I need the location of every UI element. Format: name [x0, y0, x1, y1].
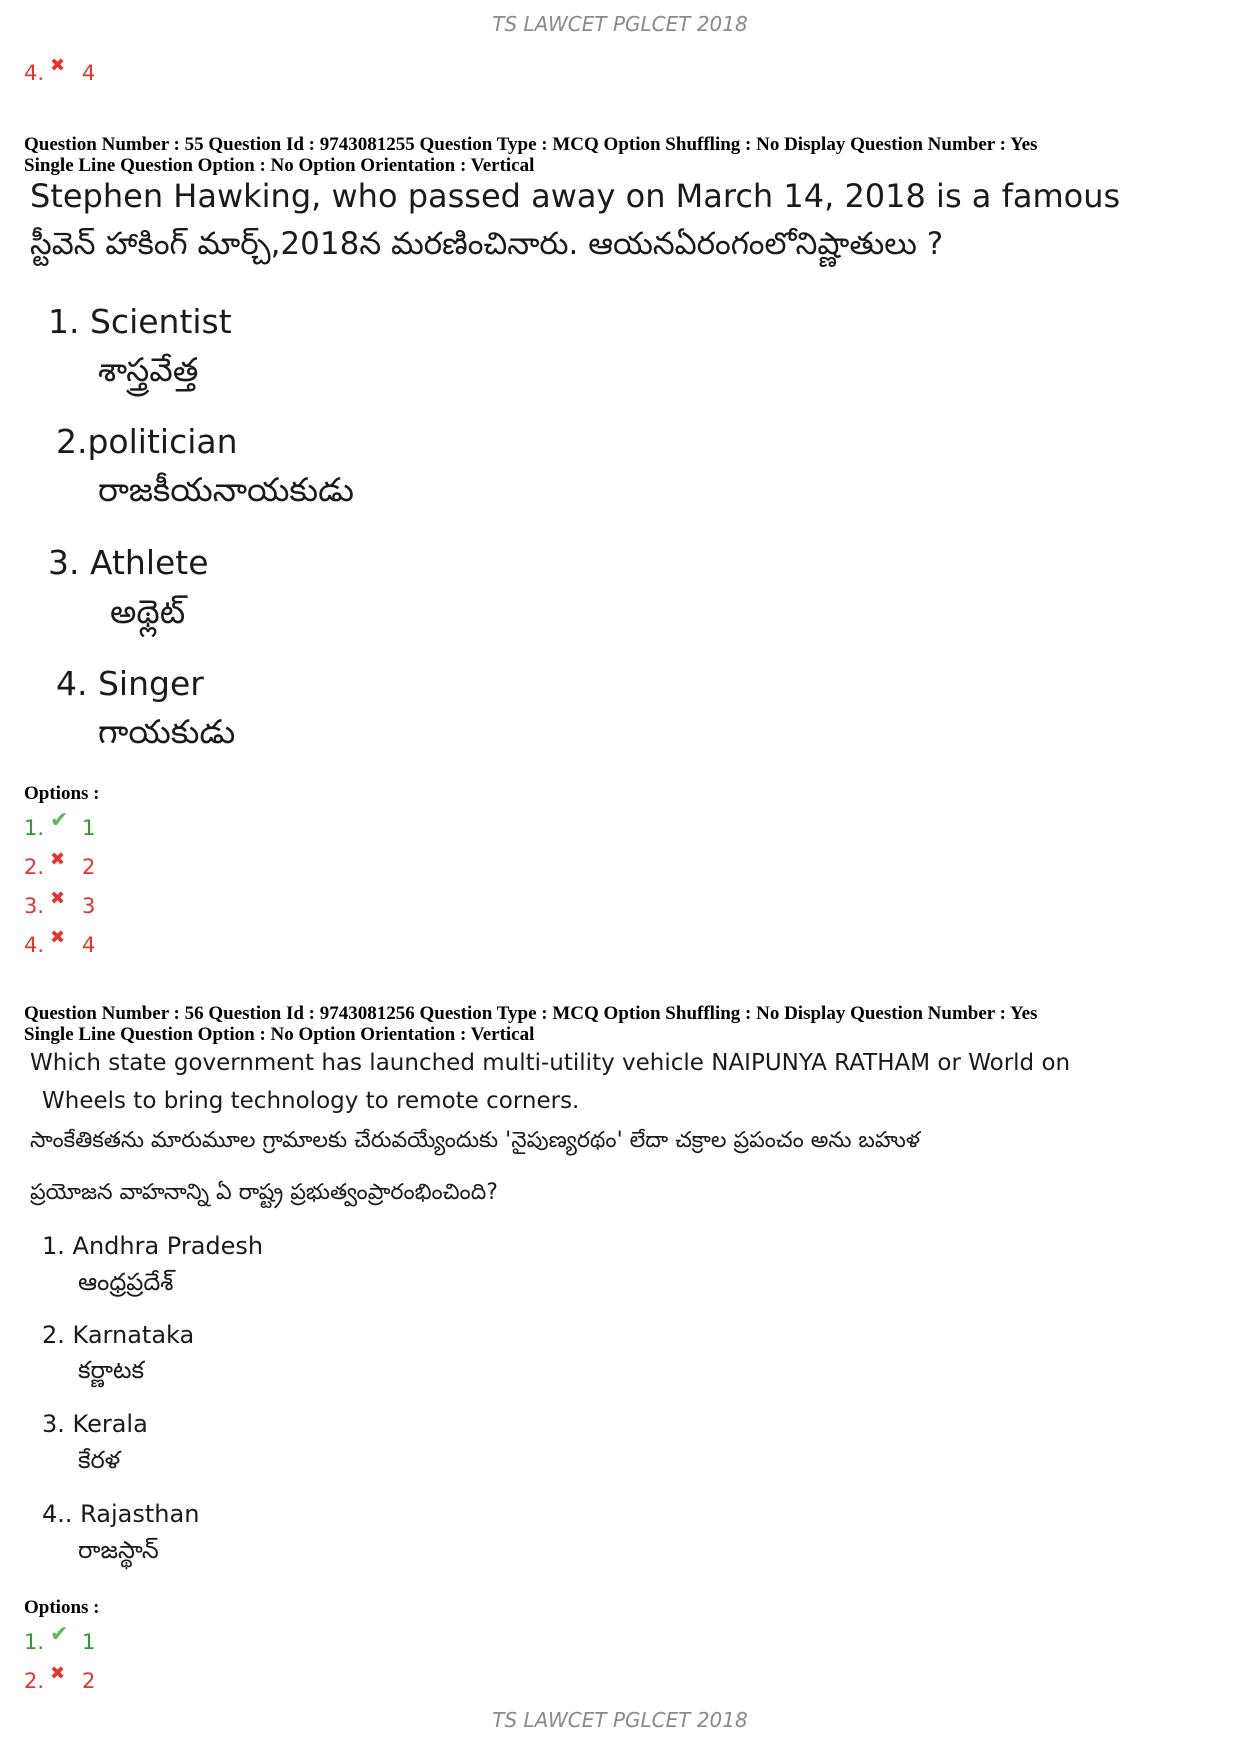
q56-choice-1-te: ఆంధ్రప్రదేశ్	[78, 1268, 174, 1296]
option-value: 3	[82, 894, 96, 918]
q55-option-3	[24, 887, 96, 921]
option-number: 1.	[24, 816, 45, 840]
q56-choice-4-en: 4.. Rajasthan	[42, 1500, 200, 1528]
cross-icon: ✖	[50, 926, 66, 948]
q56-meta-line1: Question Number : 56 Question Id : 9743081256 Question Type : MCQ Option Shuffling : No Display Question Number : Yes	[24, 1003, 1038, 1024]
option-value: 1	[82, 816, 96, 840]
q55-choice-1-en: 1. Scientist	[48, 302, 232, 341]
q55-question-te: స్టీవెన్ హాకింగ్ మార్చ్,2018న మరణించినారు. ఆయనఏరంగంలోనిష్ణాతులు ?	[30, 226, 944, 262]
q55-choice-4-en: 4. Singer	[56, 664, 204, 703]
q56-option-2	[24, 1662, 96, 1696]
q55-choice-3-en: 3. Athlete	[48, 543, 209, 582]
cross-icon: ✖	[50, 887, 66, 909]
q56-question-en-line2: Wheels to bring technology to remote corners.	[42, 1088, 580, 1114]
option-value: 1	[82, 1630, 96, 1654]
q56-choice-4-te: రాజస్థాన్	[78, 1536, 159, 1564]
cross-icon: ✖	[50, 54, 66, 76]
q55-choice-2-en: 2.politician	[56, 422, 238, 461]
q55-options-label: Options :	[24, 783, 100, 804]
q55-meta-line2: Single Line Question Option : No Option Orientation : Vertical	[24, 155, 535, 176]
page-footer: TS LAWCET PGLCET 2018	[492, 1708, 748, 1732]
page-header: TS LAWCET PGLCET 2018	[492, 12, 748, 36]
q56-question-te-line2: ప్రయోజన వాహనాన్ని ఏ రాష్ట్ర ప్రభుత్వంప్రారంభించింది?	[30, 1180, 498, 1205]
q55-meta	[24, 134, 1224, 176]
check-icon: ✔	[50, 1621, 69, 1647]
q55-option-2	[24, 848, 96, 882]
option-value: 4	[82, 933, 96, 957]
cross-icon: ✖	[50, 1662, 66, 1684]
option-number: 4.	[24, 61, 45, 85]
q56-option-1	[24, 1621, 96, 1657]
option-value: 2	[82, 855, 96, 879]
check-icon: ✔	[50, 807, 69, 833]
option-number: 3.	[24, 894, 45, 918]
q55-choice-4-te: గాయకుడు	[98, 712, 236, 751]
q55-choice-1-te: శాస్త్రవేత్త	[98, 350, 199, 389]
prev-option-4	[24, 54, 96, 88]
q55-choice-3-te: అథ్లెట్	[110, 592, 186, 631]
option-value: 4	[82, 61, 96, 85]
q56-choice-2-en: 2. Karnataka	[42, 1321, 195, 1349]
q55-choice-2-te: రాజకీయనాయకుడు	[98, 470, 354, 509]
q55-option-4	[24, 926, 96, 960]
cross-icon: ✖	[50, 848, 66, 870]
q55-question-en: Stephen Hawking, who passed away on March 14, 2018 is a famous	[30, 177, 1121, 215]
q56-choice-1-en: 1. Andhra Pradesh	[42, 1232, 264, 1260]
option-number: 1.	[24, 1630, 45, 1654]
q56-options-label: Options :	[24, 1597, 100, 1618]
option-number: 2.	[24, 855, 45, 879]
option-number: 4.	[24, 933, 45, 957]
option-value: 2	[82, 1669, 96, 1693]
q56-choice-3-en: 3. Kerala	[42, 1410, 148, 1438]
q55-meta-line1: Question Number : 55 Question Id : 9743081255 Question Type : MCQ Option Shuffling : No Display Question Number : Yes	[24, 134, 1038, 155]
option-number: 2.	[24, 1669, 45, 1693]
q56-question-te-line1: సాంకేతికతను మారుమూల గ్రామాలకు చేరువయ్యేందుకు 'నైపుణ్యరథం' లేదా చక్రాల ప్రపంచం అను బహుళ	[30, 1128, 921, 1153]
q56-meta-line2: Single Line Question Option : No Option Orientation : Vertical	[24, 1024, 535, 1045]
q56-meta	[24, 1003, 1224, 1045]
q56-choice-3-te: కేరళ	[78, 1446, 121, 1474]
q56-choice-2-te: కర్ణాటక	[78, 1356, 145, 1384]
q55-option-1	[24, 807, 96, 843]
q56-question-en-line1: Which state government has launched multi-utility vehicle NAIPUNYA RATHAM or World on	[30, 1050, 1071, 1076]
